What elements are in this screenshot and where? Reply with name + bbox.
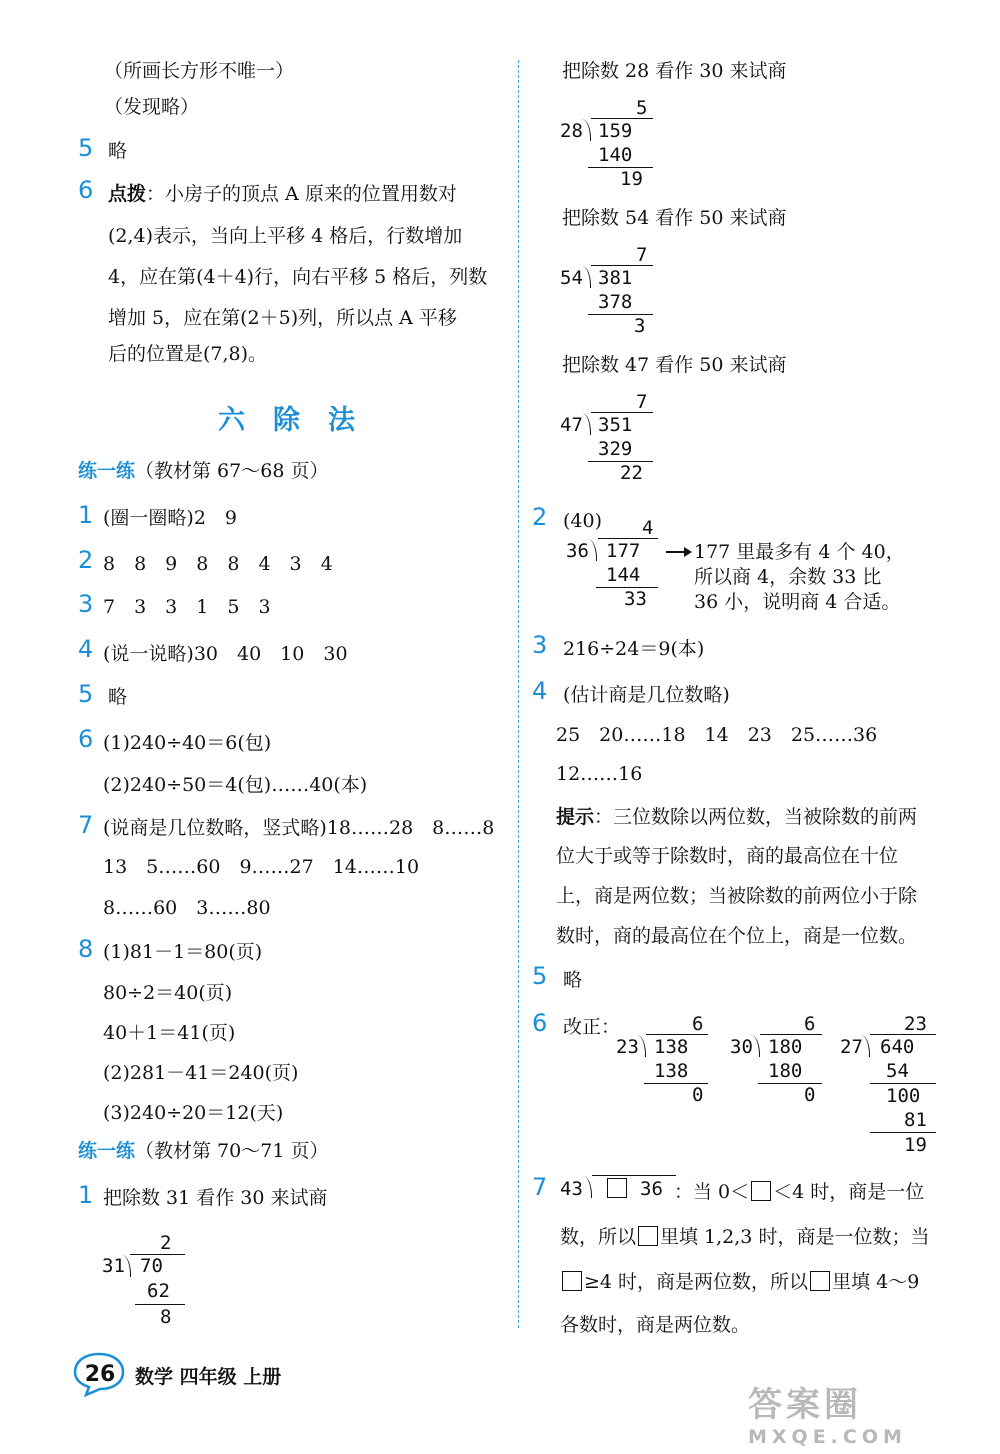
answer: 216÷24＝9(本)	[563, 638, 705, 660]
answer: 40＋1＝41(页)	[103, 1022, 236, 1044]
answer: 8……60 3……80	[103, 897, 271, 919]
note-line: 所以商 4，余数 33 比	[694, 566, 882, 588]
answer: (40)	[563, 510, 603, 532]
long-division: 4 36 177 144 33	[566, 516, 666, 611]
tip-line: 位大于或等于除数时，商的最高位在十位	[556, 845, 899, 867]
chapter-heading: 六除法	[218, 405, 383, 436]
question-number: 1	[78, 1181, 94, 1209]
answer: 13 5……60 9……27 14……10	[103, 856, 420, 878]
division-bar	[646, 1034, 708, 1035]
answer: (说商是几位数略，竖式略)18……28 8……8	[103, 817, 495, 839]
answer: (估计商是几位数略)	[563, 684, 730, 706]
answer: (说一说略)30 40 10 30	[103, 643, 348, 665]
question-number: 7	[532, 1173, 548, 1201]
watermark-logo: 答案圈 MXQE.COM	[748, 1385, 907, 1448]
answer: (2)281－41＝240(页)	[103, 1062, 299, 1084]
answer: (1)240÷40＝6(包)	[103, 732, 272, 754]
question-number: 1	[78, 501, 94, 529]
long-division: 23 27 640 54 100 81 19	[840, 1012, 950, 1162]
division-bracket	[582, 266, 591, 288]
book-title: 数学 四年级 上册	[135, 1366, 282, 1388]
long-division: 6 23 138 138 0	[614, 1012, 714, 1107]
division-bracket	[637, 1035, 646, 1057]
answer: 25 20……18 14 23 25……36	[556, 724, 878, 746]
long-division: 7 47 351 329 22	[558, 390, 668, 485]
division-bracket	[582, 119, 591, 141]
hint-line: 后的位置是(7,8)。	[108, 343, 268, 365]
answer: (1)81－1＝80(页)	[103, 941, 263, 963]
answer-line: 数，所以 里填 1,2,3 时，商是一位数；当	[560, 1226, 930, 1248]
question-number: 5	[78, 134, 94, 162]
answer: (3)240÷20＝12(天)	[103, 1102, 284, 1124]
note-line: 177 里最多有 4 个 40，	[694, 541, 905, 563]
division-bar	[591, 265, 653, 266]
blank-box-icon	[638, 1226, 658, 1246]
division-bar	[592, 1175, 676, 1176]
question-number: 5	[78, 680, 94, 708]
answer: 8 8 9 8 8 4 3 4	[103, 553, 333, 575]
answer-line: ≥4 时，商是两位数，所以 里填 4～9	[560, 1271, 919, 1292]
question-number: 4	[78, 635, 94, 663]
answer: 改正：	[563, 1016, 621, 1038]
answer: 略	[563, 969, 583, 991]
division-bracket	[582, 413, 591, 435]
text-line: （所画长方形不唯一）	[104, 60, 295, 82]
long-division: 5 28 159 140 19	[558, 96, 668, 191]
subtraction-line	[870, 1083, 936, 1084]
tip-label: 提示	[556, 806, 595, 828]
section-header: 练一练（教材第 67～68 页）	[78, 460, 329, 482]
question-number: 6	[78, 725, 94, 753]
long-division: 43 36	[560, 1172, 690, 1202]
blank-box-icon	[607, 1178, 627, 1198]
answer: (2)240÷50＝4(包)……40(本)	[103, 774, 368, 796]
hint-line: 增加 5，应在第(2＋5)列，所以点 A 平移	[108, 307, 457, 329]
question-number: 6	[532, 1009, 548, 1037]
text-line: 把除数 47 看作 50 来试商	[562, 354, 787, 376]
hint-label: 点拨	[108, 183, 147, 205]
division-bar	[870, 1034, 936, 1035]
page-number: 26	[84, 1362, 116, 1387]
question-number: 2	[532, 503, 548, 531]
answer: 略	[108, 140, 128, 162]
answer: 把除数 31 看作 30 来试商	[103, 1187, 328, 1209]
hint-line: 点拨：小房子的顶点 A 原来的位置用数对	[108, 183, 457, 205]
text-line: 把除数 54 看作 50 来试商	[562, 207, 787, 229]
division-bracket	[751, 1035, 760, 1057]
division-bracket	[861, 1035, 870, 1057]
answer: 80÷2＝40(页)	[103, 982, 233, 1004]
division-bar	[591, 118, 653, 119]
blank-box-icon	[751, 1181, 771, 1201]
column-divider	[518, 60, 519, 1328]
answer: (圈一圈略)2 9	[103, 507, 238, 529]
division-bracket	[122, 1255, 131, 1277]
tip-line: 提示：三位数除以两位数，当被除数的前两	[556, 806, 918, 828]
text-line: 把除数 28 看作 30 来试商	[562, 60, 787, 82]
tip-line: 数时，商的最高位在个位上，商是一位数。	[556, 925, 918, 947]
question-number: 3	[78, 590, 94, 618]
long-division: 2 31 70 62 8	[100, 1230, 200, 1330]
text-line: （发现略）	[104, 96, 200, 118]
answer: 7 3 3 1 5 3	[103, 596, 271, 618]
division-bar	[760, 1034, 822, 1035]
hint-line: (2,4)表示，当向上平移 4 格后，行数增加	[108, 225, 463, 247]
subtraction-line	[135, 1304, 185, 1305]
division-bar	[598, 538, 658, 539]
question-number: 6	[78, 176, 94, 204]
answer: 略	[108, 686, 128, 708]
question-number: 8	[78, 935, 94, 963]
long-division: 6 30 180 180 0	[728, 1012, 828, 1107]
note-line: 36 小，说明商 4 合适。	[694, 591, 901, 613]
subtraction-line	[870, 1132, 936, 1133]
division-bracket	[583, 1176, 592, 1198]
question-number: 5	[532, 962, 548, 990]
question-number: 4	[532, 677, 548, 705]
blank-box-icon	[562, 1271, 582, 1291]
blank-box-icon	[810, 1271, 830, 1291]
tip-line: 上，商是两位数；当被除数的前两位小于除	[556, 885, 918, 907]
division-bar	[591, 412, 653, 413]
division-bracket	[588, 539, 597, 561]
long-division: 7 54 381 378 3	[558, 243, 668, 338]
question-number: 2	[78, 546, 94, 574]
hint-line: 4，应在第(4＋4)行，向右平移 5 格后，列数	[108, 266, 488, 288]
answer: 12……16	[556, 763, 643, 785]
question-number: 7	[78, 811, 94, 839]
arrow-right-icon	[664, 544, 694, 560]
answer-line: 各数时，商是两位数。	[560, 1314, 751, 1336]
question-number: 3	[532, 631, 548, 659]
answer-line: ：当 0＜ ＜4 时，商是一位	[674, 1181, 925, 1203]
section-header: 练一练（教材第 70～71 页）	[78, 1140, 329, 1162]
